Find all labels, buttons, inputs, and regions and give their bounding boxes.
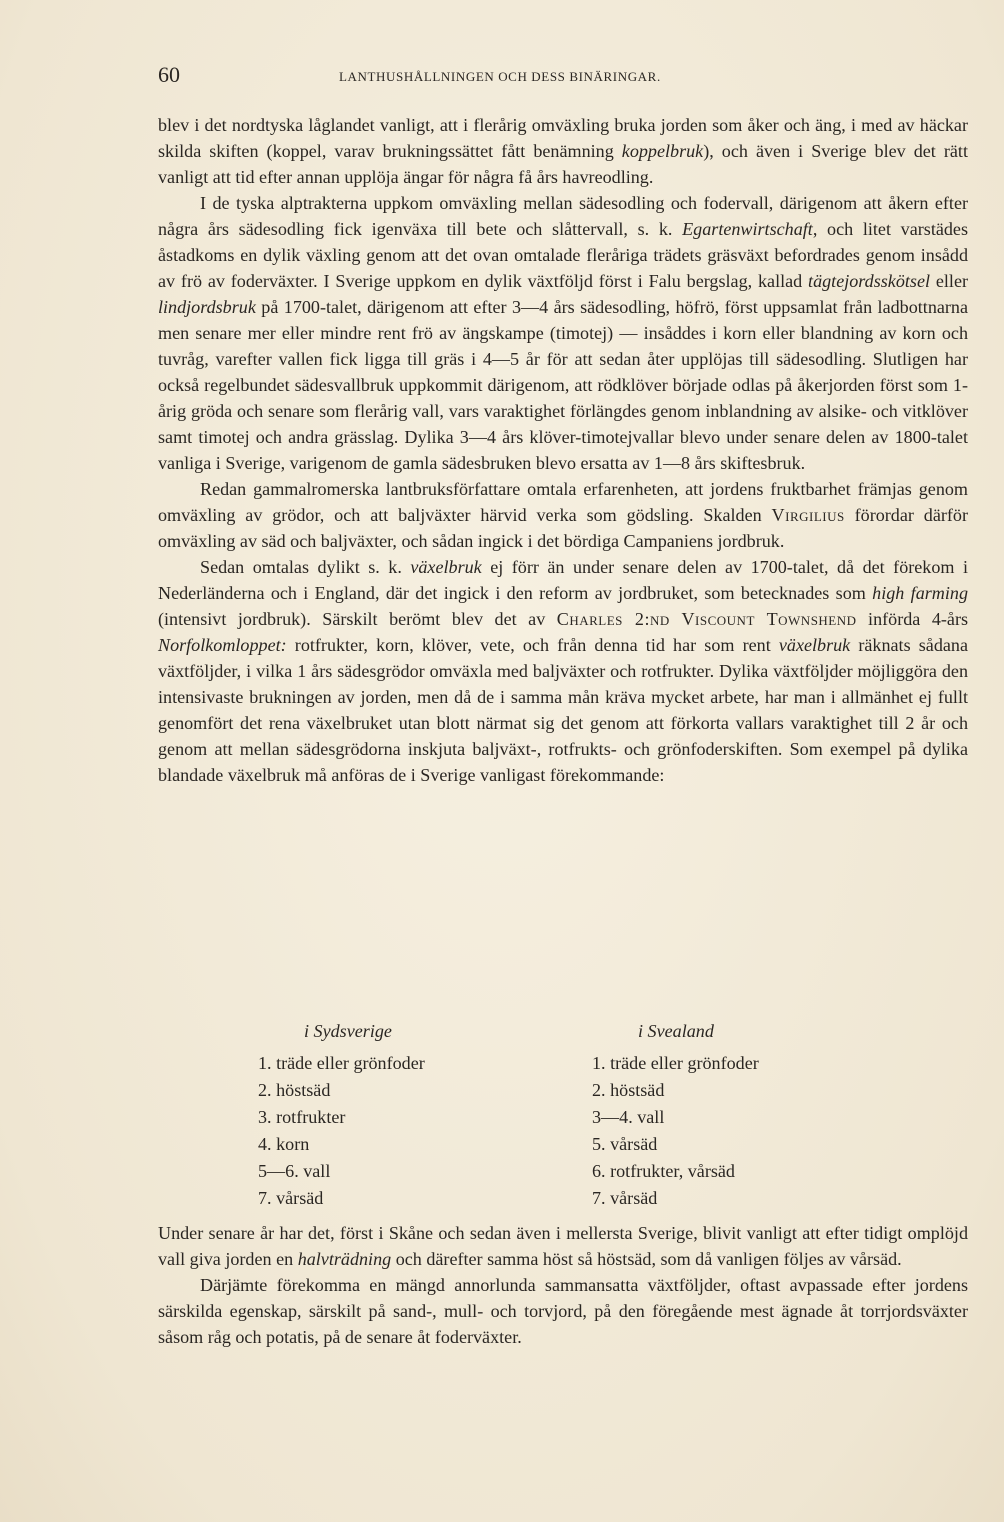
rotation-sydsverige bbox=[258, 1018, 425, 1212]
term-egartenwirtschaft: Egartenwirtschaft bbox=[682, 219, 813, 239]
rotation-item: 7. vårsäd bbox=[258, 1188, 324, 1208]
term-lindjordsbruk: lindjordsbruk bbox=[158, 297, 256, 317]
rotation-title: i Sydsverige bbox=[304, 1021, 392, 1041]
paragraph-darjamte: Därjämte förekomma en mängd annorlunda sammansatta växtföljder, oftast avpassade efter jordens särskilda egenskap, särskilt på sand-, mull- och torvjord, på den föregående mest ägnade åt torrjordsväxter såsom råg och potatis, på de senare åt foderväxter. bbox=[158, 1275, 968, 1347]
rotation-item: 7. vårsäd bbox=[592, 1188, 658, 1208]
paragraph-alptrakterna: I de tyska alptrakterna uppkom omväxling mellan sädesodling och fodervall, därigenom att åkern efter några års sädesodling fick igenväxa till bete och slåttervall, s. k. Egartenwirtschaft, och litet varstädes åstadkoms en dylik växling genom att det ovan omtalade fleråriga trädets gräsväxt befordrades genom insådd av frö av foderväxter. I Sverige uppkom en dylik växtföljd först i Falu bergslag, kallad tägtejordsskötsel eller lindjordsbruk på 1700-talet, därigenom att efter 3—4 års sädesodling, höfrö, först uppsamlat från ladbottnarna men senare mer eller mindre rent frö av ängskampe (timotej) — insåddes i korn eller blandning av korn och tuvråg, varefter vallen fick ligga till gräs i 4—5 år för att sedan åter upplöjas till sädesodling. Slutligen har också regelbundet sädesvallbruk uppkommit därigenom, att rödklöver började odlas på åkerjorden först som 1-årig gröda och senare som flerårig vall, vars varaktighet förlängdes genom inblandning av alsike- och vitklöver samt timotej och andra grässlag. Dylika 3—4 års klöver-timotejvallar blevo under senare delen av 1800-talet vanliga i Sverige, varigenom de gamla sädesbruken blevo ersatta av 1—8 års skiftesbruk. bbox=[158, 193, 968, 473]
rotation-item: 5. vårsäd bbox=[592, 1134, 658, 1154]
rotation-item: 2. höstsäd bbox=[258, 1080, 331, 1100]
paragraph-koppelbruk: blev i det nordtyska låglandet vanligt, att i flerårig omväxling bruka jorden som åker och äng, i med av häckar skilda skiften (koppel, varav brukningssättet fått benämning koppelbruk), och även i Sverige blev det rätt vanligt att tid efter annan upplöja ängar för några få års havreodling. bbox=[158, 115, 968, 187]
name-townshend: Charles 2:nd Viscount Townshend bbox=[556, 609, 857, 629]
term-norfolkomloppet: Norfolkomloppet: bbox=[158, 635, 287, 655]
rotation-item: 6. rotfrukter, vårsäd bbox=[592, 1161, 735, 1181]
term-vaxelbruk: växelbruk bbox=[410, 557, 482, 577]
term-tagtejordsskotsel: tägtejordsskötsel bbox=[808, 271, 931, 291]
rotation-svealand bbox=[592, 1018, 759, 1212]
rotation-item: 3—4. vall bbox=[592, 1107, 665, 1127]
rotation-item: 1. träde eller grönfoder bbox=[258, 1053, 425, 1073]
rotation-item: 3. rotfrukter bbox=[258, 1107, 346, 1127]
page-header bbox=[158, 62, 968, 92]
main-text bbox=[158, 112, 968, 788]
paragraph-vaxelbruk: Sedan omtalas dylikt s. k. växelbruk ej förr än under senare delen av 1700-talet, då det förekom i Nederländerna och i England, där det ingick i den reform av jordbruket, som betecknades som high farming (intensivt jordbruk). Särskilt berömt blev det av Charles 2:nd Viscount Townshend införda 4-års Norfolkomloppet: rotfrukter, korn, klöver, vete, och från denna tid har som rent växelbruk räknats sådana växtföljder, i vilka 1 års sädesgrödor omväxla med baljväxter och rotfrukter. Dylika växtföljder möjliggöra den intensivaste brukningen av jorden, men då de i samma mån kräva mycket arbete, har man i allmänhet ej fullt genomfört det rena växelbruket utan blott närmat sig det genom att förkorta vallars varaktighet till 2 år och genom att mellan sädesgrödorna inskjuta baljväxt-, rotfrukts- och grönfoderskiften. Som exempel på dylika blandade växelbruk må anföras de i Sverige vanligast förekommande: bbox=[158, 557, 969, 785]
running-head: LANTHUSHÅLLNINGEN OCH DESS BINÄRINGAR. bbox=[339, 69, 661, 84]
paragraph-halvtradning: Under senare år har det, först i Skåne och sedan även i mellersta Sverige, blivit vanligt att efter tidigt omplöjd vall giva jorden en halvträdning och därefter samma höst så höstsäd, som då vanligen följes av vårsäd. bbox=[158, 1223, 968, 1269]
rotation-item: 1. träde eller grönfoder bbox=[592, 1053, 759, 1073]
term-vaxelbruk-2: växelbruk bbox=[778, 635, 851, 655]
rotation-item: 5—6. vall bbox=[258, 1161, 331, 1181]
paragraph-gammalromerska: Redan gammalromerska lantbruksförfattare omtala erfarenheten, att jordens fruktbarhet främjas genom omväxling av grödor, och att baljväxter härvid verka som gödsling. Skalden Virgilius förordar därför omväxling av säd och baljväxter, och sådan ingick i det bördiga Campaniens jordbruk. bbox=[158, 479, 968, 551]
term-koppelbruk: koppelbruk bbox=[621, 141, 704, 161]
term-high-farming: high farming bbox=[872, 583, 968, 603]
rotation-title: i Svealand bbox=[638, 1021, 714, 1041]
page-number: 60 bbox=[158, 62, 180, 87]
term-halvtradning: halvträdning bbox=[297, 1249, 392, 1269]
rotation-item: 4. korn bbox=[258, 1134, 310, 1154]
closing-text bbox=[158, 1220, 968, 1350]
crop-rotation-table bbox=[0, 1018, 1004, 1218]
name-virgilius: Virgilius bbox=[771, 505, 845, 525]
rotation-item: 2. höstsäd bbox=[592, 1080, 665, 1100]
